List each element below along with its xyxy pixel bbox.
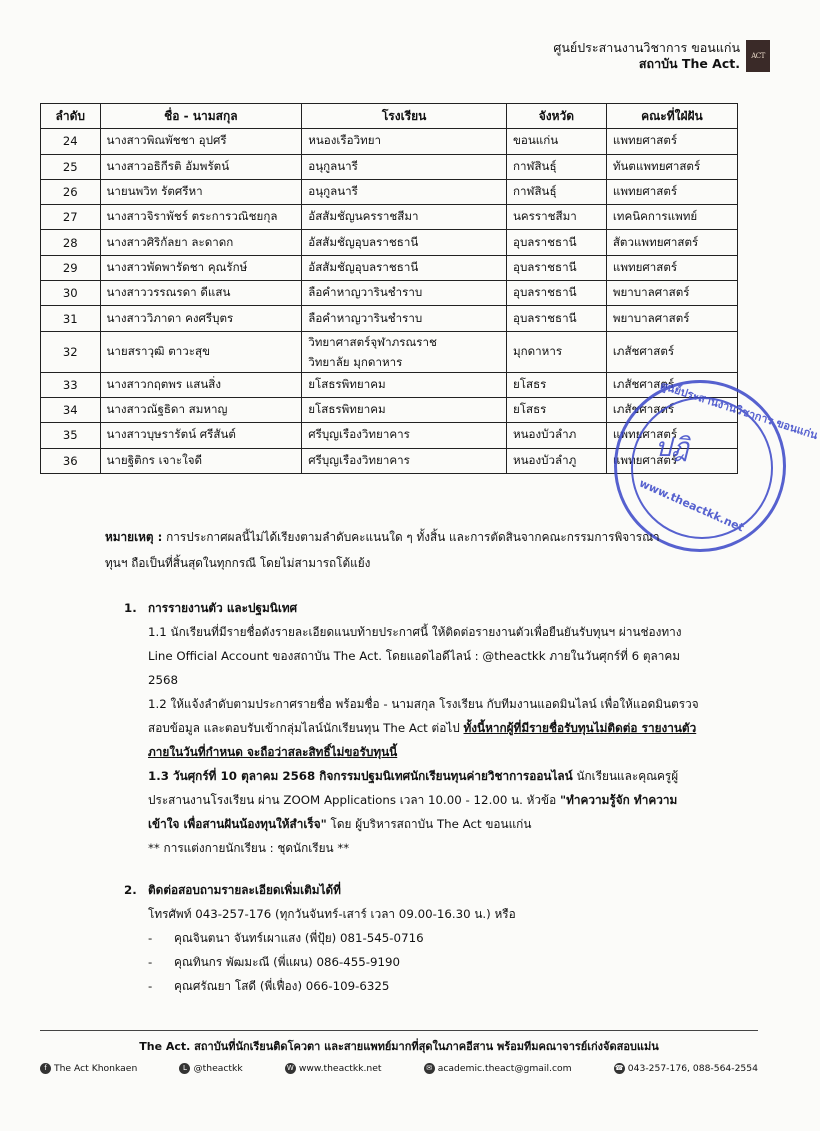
col-header-index: ลำดับ <box>41 104 101 129</box>
cell-province: นครราชสีมา <box>506 205 606 230</box>
cell-faculty: แพทยศาสตร์ <box>606 423 737 448</box>
footer-phone[interactable] <box>614 1063 758 1074</box>
phone-line: โทรศัพท์ 043-257-176 (ทุกวันจันทร์-เสาร์ เวลา 09.00-16.30 น.) หรือ <box>148 907 516 921</box>
footer-facebook[interactable] <box>40 1063 137 1074</box>
cell-province: อุบลราชธานี <box>506 281 606 306</box>
col-header-province: จังหวัด <box>506 104 606 129</box>
footer-line-text: @theactkk <box>193 1063 243 1074</box>
header-line1: ศูนย์ประสานงานวิชาการ ขอนแก่น <box>553 40 740 55</box>
cell-faculty: แพทยศาสตร์ <box>606 448 737 473</box>
col-header-name: ชื่อ - นามสกุล <box>100 104 302 129</box>
section-2-number: 2. <box>124 883 137 897</box>
dress-code: ** การแต่งกายนักเรียน : ชุดนักเรียน ** <box>148 841 350 855</box>
cell-faculty: พยาบาลศาสตร์ <box>606 281 737 306</box>
section-2-title-text: ติดต่อสอบถามรายละเอียดเพิ่มเติมได้ที่ <box>148 883 341 897</box>
col-header-school: โรงเรียน <box>302 104 507 129</box>
section-2-title <box>124 878 516 902</box>
cell-index: 26 <box>41 179 101 204</box>
cell-faculty: เภสัชศาสตร์ <box>606 397 737 422</box>
cell-name: นางสาวศิริกัลยา ละดาดก <box>100 230 302 255</box>
contact-item <box>124 974 516 998</box>
cell-name: นางสาววรรณรดา ดีแสน <box>100 281 302 306</box>
globe-icon: W <box>285 1063 296 1074</box>
cell-province: ยโสธร <box>506 372 606 397</box>
cell-school-line1: วิทยาศาสตร์จุฬาภรณราช <box>308 334 437 349</box>
table-row <box>41 306 738 331</box>
cell-index: 34 <box>41 397 101 422</box>
cell-name: นางสาวอธิกีรติ อัมพรัตน์ <box>100 154 302 179</box>
section-1-title-text: การรายงานตัว และปฐมนิเทศ <box>148 601 298 615</box>
remark-text: การประกาศผลนี้ไม่ได้เรียงตามลำดับคะแนนใด ๆ ทั้งสิ้น และการตัดสินจากคณะกรรมการพิจารณาทุนฯ ถือเป็นที่สิ้นสุดในทุกกรณี โดยไม่สามารถโต้แย้ง <box>105 530 660 570</box>
cell-faculty: พยาบาลศาสตร์ <box>606 306 737 331</box>
table-row <box>41 331 738 372</box>
cell-faculty: เภสัชศาสตร์ <box>606 331 737 372</box>
cell-faculty: แพทยศาสตร์ <box>606 255 737 280</box>
item-1-3-topic: "ทำความรู้จัก ทำความเข้าใจ เพื่อสานฝันน้องทุนให้สำเร็จ" <box>148 793 678 831</box>
cell-name: นางสาวพิณพัชชา อุปศรี <box>100 129 302 154</box>
facebook-icon: f <box>40 1063 51 1074</box>
cell-province: อุบลราชธานี <box>506 255 606 280</box>
cell-name: นายนพวิท รัตศรีหา <box>100 179 302 204</box>
item-1-2 <box>124 692 708 764</box>
cell-index: 27 <box>41 205 101 230</box>
table-row <box>41 154 738 179</box>
section-contact <box>124 878 516 998</box>
cell-school: หนองเรือวิทยา <box>302 129 507 154</box>
cell-index: 29 <box>41 255 101 280</box>
header-line2: สถาบัน The Act. <box>638 56 740 71</box>
item-1-1: 1.1 นักเรียนที่มีรายชื่อดังรายละเอียดแนบท้ายประกาศนี้ ให้ติดต่อรายงานตัวเพื่อยืนยันรับทุนฯ ผ่านช่องทาง Line Official Account ของสถาบัน The Act. โดยแอดไอดีไลน์ : @theactkk ภายในวันศุกร์ที่ 6 ตุลาคม 2568 <box>148 625 682 687</box>
item-1-3-host: โดย ผู้บริหารสถาบัน The Act ขอนแก่น <box>326 817 532 831</box>
contact-item <box>124 950 516 974</box>
footer-email[interactable] <box>424 1063 572 1074</box>
section-report <box>124 596 708 860</box>
item-1-2-text: 1.2 ให้แจ้งลำดับตามประกาศรายชื่อ พร้อมชื่อ - นามสกุล โรงเรียน กับทีมงานแอดมินไลน์ เพื่อให้แอดมินตรวจสอบข้อมูล และตอบรับเข้ากลุ่มไลน์นักเรียนทุน The Act ต่อไป <box>148 697 699 735</box>
item-1-2-warning: ทั้งนี้หากผู้ที่มีรายชื่อรับทุนไม่ติดต่อ รายงานตัวภายในวันที่กำหนด จะถือว่าสละสิทธิ์ไม่ขอรับทุนนี้ <box>148 721 697 759</box>
item-1-3 <box>124 764 708 836</box>
cell-name: นายสราวุฒิ ตาวะสุข <box>100 331 302 372</box>
page-footer <box>40 1030 758 1074</box>
cell-school: ลือคำหาญวารินชำราบ <box>302 281 507 306</box>
cell-province: ขอนแก่น <box>506 129 606 154</box>
table-row <box>41 281 738 306</box>
cell-school: อนุกูลนารี <box>302 154 507 179</box>
table-row <box>41 129 738 154</box>
footer-line[interactable] <box>179 1063 242 1074</box>
cell-school <box>302 331 507 372</box>
cell-index: 25 <box>41 154 101 179</box>
mail-icon: ✉ <box>424 1063 435 1074</box>
cell-province: ยโสธร <box>506 397 606 422</box>
cell-school: ศรีบุญเรืองวิทยาคาร <box>302 423 507 448</box>
bullet-dash: - <box>148 979 153 993</box>
footer-links <box>40 1063 758 1074</box>
cell-province: กาฬสินธุ์ <box>506 179 606 204</box>
line-icon: L <box>179 1063 190 1074</box>
table-row <box>41 179 738 204</box>
cell-name: นางสาวพัดพารัดชา คุณรักษ์ <box>100 255 302 280</box>
cell-name: นางสาวจิราพัชร์ ตระการวณิชยกุล <box>100 205 302 230</box>
stamp-top-text: ศูนย์ประสานงานวิชาการ ขอนแก่น <box>658 378 820 443</box>
item-1-3-heading: 1.3 วันศุกร์ที่ 10 ตุลาคม 2568 กิจกรรมปฐมนิเทศนักเรียนทุนค่ายวิชาการออนไลน์ <box>148 769 573 783</box>
bullet-dash: - <box>148 931 153 945</box>
cell-faculty: แพทยศาสตร์ <box>606 129 737 154</box>
cell-index: 24 <box>41 129 101 154</box>
cell-school: ลือคำหาญวารินชำราบ <box>302 306 507 331</box>
cell-index: 31 <box>41 306 101 331</box>
cell-province: มุกดาหาร <box>506 331 606 372</box>
cell-province: หนองบัวลำภู <box>506 448 606 473</box>
cell-province: หนองบัวลำภ <box>506 423 606 448</box>
cell-name: นางสาวณัฐธิดา สมหาญ <box>100 397 302 422</box>
footer-email-text: academic.theact@gmail.com <box>437 1063 572 1074</box>
cell-school-line2: วิทยาลัย มุกดาหาร <box>308 354 403 369</box>
cell-index: 36 <box>41 448 101 473</box>
cell-faculty: เภสัชศาสตร์ <box>606 372 737 397</box>
table-row <box>41 230 738 255</box>
col-header-faculty: คณะที่ใฝ่ฝัน <box>606 104 737 129</box>
cell-school: ยโสธรพิทยาคม <box>302 372 507 397</box>
cell-name: นางสาววิภาดา คงศรีบุตร <box>100 306 302 331</box>
footer-web[interactable] <box>285 1063 382 1074</box>
bullet-dash: - <box>148 955 153 969</box>
cell-name: นางสาวกฤตพร แสนสิ่ง <box>100 372 302 397</box>
cell-school: อัสสัมชัญอุบลราชธานี <box>302 230 507 255</box>
table-header-row <box>41 104 738 129</box>
cell-province: กาฬสินธุ์ <box>506 154 606 179</box>
footer-tagline: The Act. สถาบันที่นักเรียนติดโควตา และสายแพทย์มากที่สุดในภาคอีสาน พร้อมทีมคณาจารย์เก่งจัดสอบแม่น <box>139 1040 659 1053</box>
cell-index: 33 <box>41 372 101 397</box>
remark <box>105 524 675 576</box>
footer-web-text: www.theactkk.net <box>298 1063 382 1074</box>
footer-facebook-text: The Act Khonkaen <box>54 1063 138 1074</box>
cell-province: อุบลราชธานี <box>506 230 606 255</box>
item-1-3-text: นักเรียนและคุณครูผู้ประสานงานโรงเรียน ผ่าน ZOOM Applications เวลา 10.00 - 12.00 น. หัวข้อ <box>148 769 679 807</box>
section-1-title <box>124 596 708 620</box>
cell-name: นายฐิติกร เจาะใจดี <box>100 448 302 473</box>
header-text <box>553 40 740 72</box>
institute-logo: ACT <box>746 40 770 72</box>
table-row <box>41 205 738 230</box>
cell-school: ศรีบุญเรืองวิทยาคาร <box>302 448 507 473</box>
page-header <box>553 38 770 74</box>
cell-school: อัสสัมชัญอุบลราชธานี <box>302 255 507 280</box>
contact-text: คุณทินกร พัฒมะณี (พี่แผน) 086-455-9190 <box>174 955 401 969</box>
cell-school: อนุกูลนารี <box>302 179 507 204</box>
table-row <box>41 372 738 397</box>
section-1-number: 1. <box>124 601 137 615</box>
table-row <box>41 255 738 280</box>
cell-faculty: ทันตแพทยศาสตร์ <box>606 154 737 179</box>
stamp-url: www.theactkk.net <box>637 476 746 535</box>
cell-name: นางสาวบุษรารัตน์ ศรีสันต์ <box>100 423 302 448</box>
cell-index: 28 <box>41 230 101 255</box>
contact-text: คุณศรัณยา โสดี (พี่เฟื่อง) 066-109-6325 <box>174 979 390 993</box>
contact-item <box>124 926 516 950</box>
signature-mark: ปฎิ <box>655 433 689 463</box>
cell-index: 35 <box>41 423 101 448</box>
remark-label: หมายเหตุ : <box>105 530 163 544</box>
cell-index: 32 <box>41 331 101 372</box>
cell-index: 30 <box>41 281 101 306</box>
phone-icon: ☎ <box>614 1064 624 1072</box>
contact-text: คุณจินตนา จันทร์เผาแสง (พี่ปุ้ย) 081-545-0716 <box>174 931 424 945</box>
cell-faculty: เทคนิคการแพทย์ <box>606 205 737 230</box>
cell-faculty: สัตวแพทยศาสตร์ <box>606 230 737 255</box>
footer-phone-text: 043-257-176, 088-564-2554 <box>627 1063 758 1074</box>
cell-school: อัสสัมชัญนครราชสีมา <box>302 205 507 230</box>
cell-faculty: แพทยศาสตร์ <box>606 179 737 204</box>
cell-school: ยโสธรพิทยาคม <box>302 397 507 422</box>
cell-province: อุบลราชธานี <box>506 306 606 331</box>
